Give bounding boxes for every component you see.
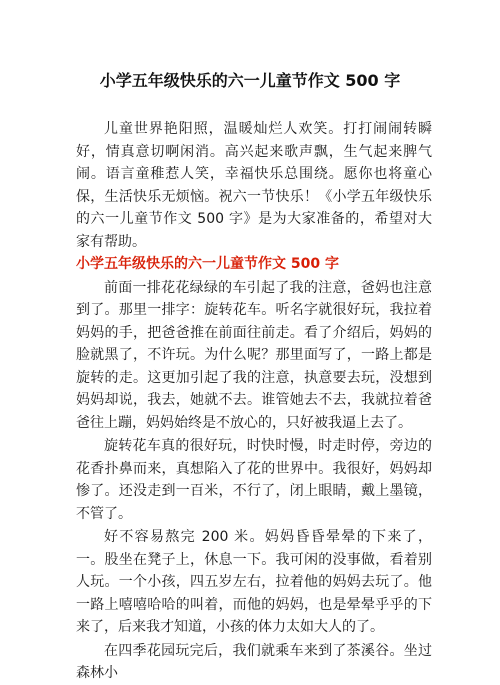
intro-paragraph: 儿童世界艳阳照，温暖灿烂人欢笑。打打闹闹转瞬好，情真意切啊闲消。高兴起来歌声飘，生气起来脾气闹。语言童稚惹人笑，幸福快乐总围绕。愿你也将童心保，生活快乐无烦恼。祝六一节快乐！《小学五年级快乐的六一儿童节作文 500 字》是为大家准备的，希望对大家有帮助。 <box>76 121 432 250</box>
article-body <box>76 118 432 685</box>
body-paragraph: 在四季花园玩完后，我们就乘车来到了茶溪谷。坐过森林小 <box>76 642 432 681</box>
article-title: 小学五年级快乐的六一儿童节作文 500 字 <box>99 71 401 90</box>
body-paragraph: 旋转花车真的很好玩，时快时慢，时走时停，旁边的花香扑鼻而来，真想陷入了花的世界中。我很好，妈妈却惨了。还没走到一百米，不行了，闭上眼睛，戴上墨镜，不管了。 <box>76 438 432 522</box>
section-subheading: 小学五年级快乐的六一儿童节作文 500 字 <box>76 256 339 272</box>
body-paragraph: 前面一排花花绿绿的车引起了我的注意，爸妈也注意到了。那里一排字：旋转花车。听名字就很好玩，我拉着妈妈的手，把爸爸推在前面往前走。看了介绍后，妈妈的脸就黑了，不许玩。为什么呢？那里面写了，一路上都是旋转的走。这更加引起了我的注意，执意要去玩，没想到妈妈却说，我去，她就不去。谁管她去不去，我就拉着爸爸往上蹦，妈妈始终是不放心的，只好被我逼上去了。 <box>76 279 432 431</box>
body-paragraph: 好不容易熬完 200 米。妈妈昏昏晕晕的下来了，一。股坐在凳子上，休息一下。我可闲的没事做，看着别人玩。一个小孩，四五岁左右，拉着他的妈妈去玩了。他一路上嘻嘻哈哈的叫着，而他的妈妈，也是晕晕乎乎的下来了，后来我才知道，小孩的体力太如大人的了。 <box>76 529 432 635</box>
